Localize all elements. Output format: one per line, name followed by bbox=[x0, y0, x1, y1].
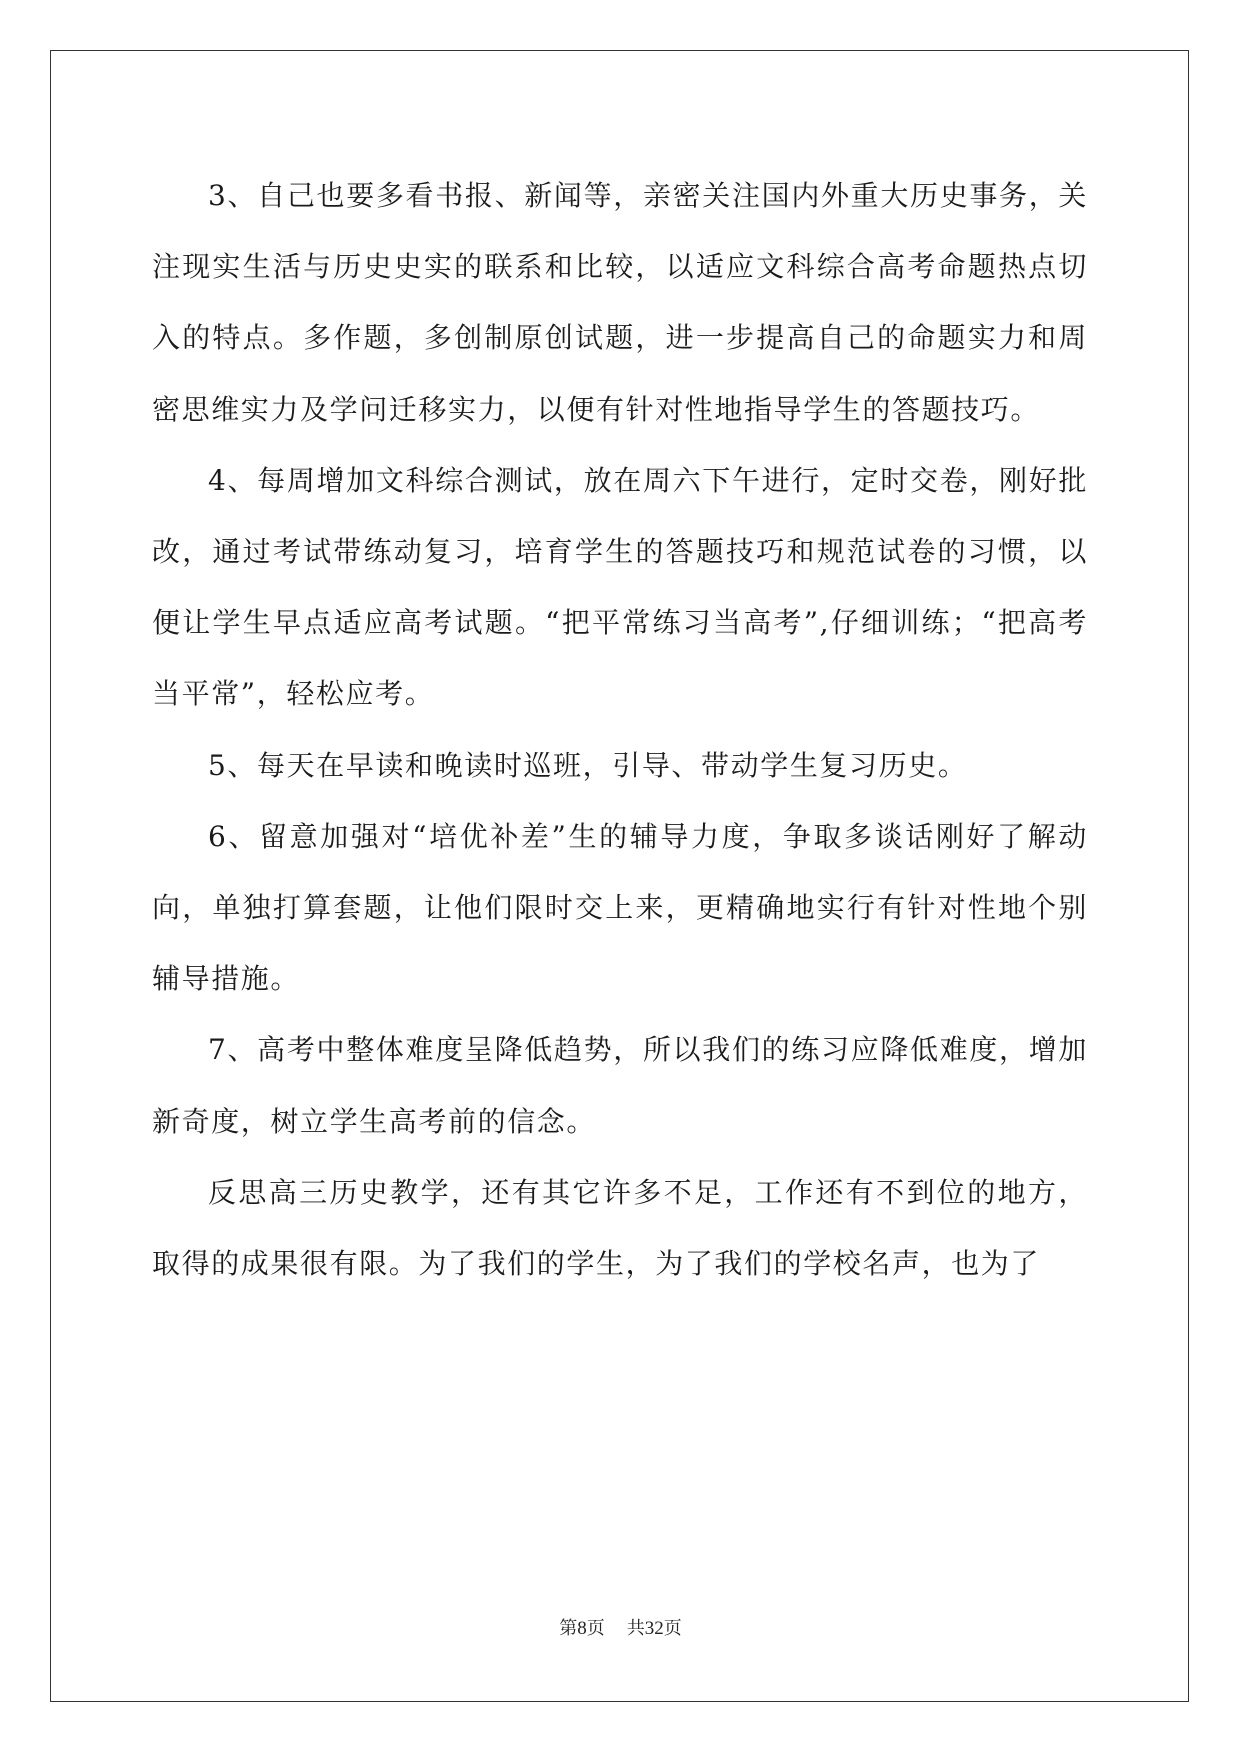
document-body bbox=[152, 160, 1088, 1299]
page-footer bbox=[0, 1617, 1241, 1641]
total-prefix: 共 bbox=[626, 1618, 645, 1639]
paragraph-7: 7、高考中整体难度呈降低趋势，所以我们的练习应降低难度，增加新奇度，树立学生高考前的信念。 bbox=[152, 1033, 1088, 1138]
paragraph-5: 5、每天在早读和晚读时巡班，引导、带动学生复习历史。 bbox=[208, 748, 968, 782]
page-number: 8 bbox=[577, 1618, 587, 1639]
paragraph-6: 6、留意加强对“培优补差”生的辅导力度，争取多谈话刚好了解动向，单独打算套题，让他们限时交上来，更精确地实行有针对性地个别辅导措施。 bbox=[152, 819, 1088, 996]
paragraph-4: 4、每周增加文科综合测试，放在周六下午进行，定时交卷，刚好批改，通过考试带练动复习，培育学生的答题技巧和规范试卷的习惯，以便让学生早点适应高考试题。“把平常练习当高考”,仔细训练；“把高考当平常”，轻松应考。 bbox=[152, 463, 1088, 711]
page-suffix: 页 bbox=[586, 1618, 605, 1639]
paragraph-reflection: 反思高三历史教学，还有其它许多不足，工作还有不到位的地方，取得的成果很有限。为了我们的学生，为了我们的学校名声，也为了 bbox=[152, 1175, 1088, 1281]
page-prefix: 第 bbox=[559, 1618, 578, 1639]
total-pages: 32 bbox=[644, 1618, 664, 1639]
total-suffix: 页 bbox=[663, 1618, 682, 1639]
paragraph-3: 3、自己也要多看书报、新闻等，亲密关注国内外重大历史事务，关注现实生活与历史史实的联系和比较，以适应文科综合高考命题热点切入的特点。多作题，多创制原创试题，进一步提高自己的命题实力和周密思维实力及学问迁移实力，以便有针对性地指导学生的答题技巧。 bbox=[152, 179, 1088, 426]
